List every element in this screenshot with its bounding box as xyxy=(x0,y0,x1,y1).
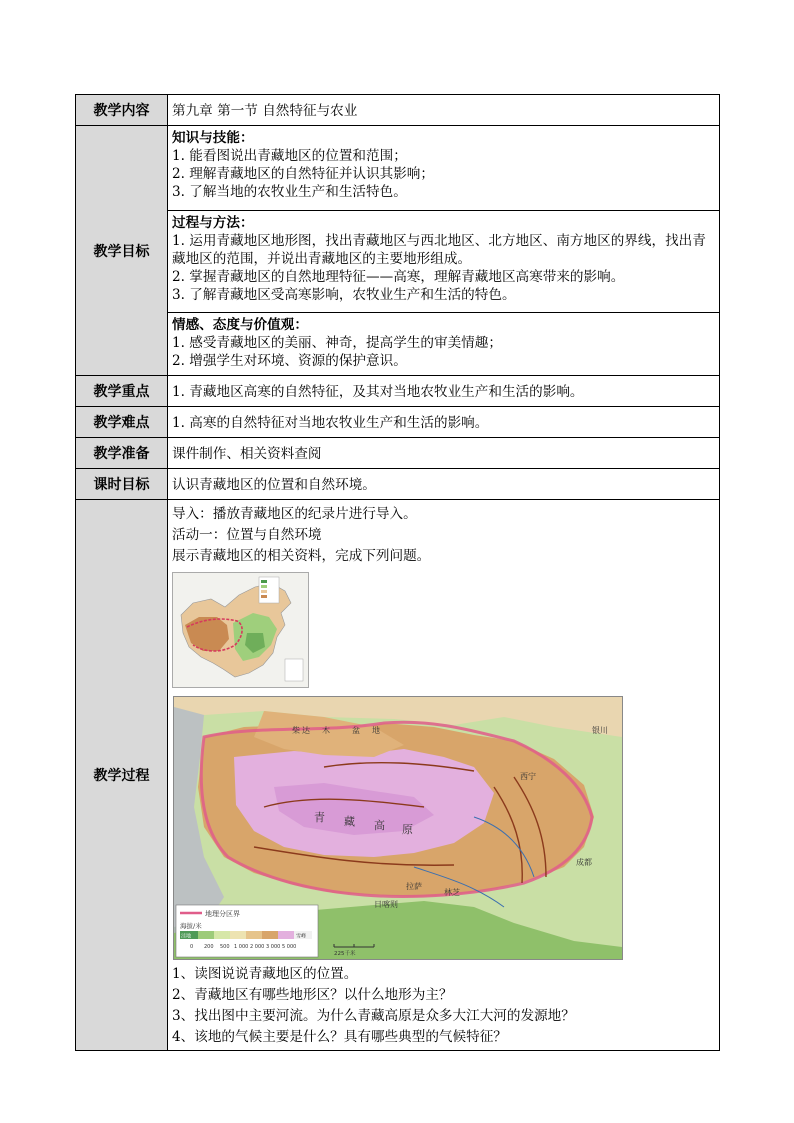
row-goals-emotion xyxy=(76,313,720,376)
map-label: 拉萨 xyxy=(406,882,422,891)
map-label: 银川 xyxy=(592,726,608,735)
map-label: 盆 xyxy=(352,726,360,735)
label-process: 教学过程 xyxy=(76,500,168,1051)
map-label: 原 xyxy=(402,823,413,836)
value-key: 1. 青藏地区高寒的自然特征，及其对当地农牧业生产和生活的影响。 xyxy=(168,376,720,407)
lesson-plan-table xyxy=(75,94,720,1051)
process-instruction: 展示青藏地区的相关资料，完成下列问题。 xyxy=(172,548,431,564)
qinghai-tibet-map xyxy=(173,696,623,960)
row-difficult xyxy=(76,407,720,438)
knowledge-item: 3. 了解当地的农牧业生产和生活特色。 xyxy=(172,184,407,200)
process-heading: 过程与方法： xyxy=(172,215,254,231)
knowledge-item: 1. 能看图说出青藏地区的位置和范围； xyxy=(172,148,407,164)
process-activity: 活动一：位置与自然环境 xyxy=(172,527,322,543)
value-lesson-goal: 认识青藏地区的位置和自然环境。 xyxy=(168,469,720,500)
map-label: 林芝 xyxy=(444,888,460,897)
china-map-graphic xyxy=(173,573,308,687)
process-item: 1. 运用青藏地区地形图，找出青藏地区与西北地区、北方地区、南方地区的界线，找出青藏地区的范围，并说出青藏地区的主要地形组成。 xyxy=(172,233,706,267)
legend-low-label: 洼地 xyxy=(181,933,192,940)
map-label: 达 xyxy=(302,726,310,735)
legend-tick: 5 000 xyxy=(282,944,297,950)
value-content: 第九章 第一节 自然特征与农业 xyxy=(168,95,720,126)
label-goals: 教学目标 xyxy=(76,126,168,376)
map-legend xyxy=(176,905,318,957)
value-difficult: 1. 高寒的自然特征对当地农牧业生产和生活的影响。 xyxy=(168,407,720,438)
map-label: 木 xyxy=(322,726,330,735)
map-scale-label: 225千米 xyxy=(334,951,356,957)
process-item: 3. 了解青藏地区受高寒影响，农牧业生产和生活的特色。 xyxy=(172,287,516,303)
question-item: 4、该地的气候主要是什么？具有哪些典型的气候特征？ xyxy=(172,1029,507,1045)
legend-high-label: 雪峰 xyxy=(296,933,307,940)
row-prep xyxy=(76,438,720,469)
legend-tick: 3 000 xyxy=(266,944,281,950)
row-content xyxy=(76,95,720,126)
emotion-item: 1. 感受青藏地区的美丽、神奇，提高学生的审美情趣； xyxy=(172,335,502,351)
knowledge-heading: 知识与技能： xyxy=(172,130,254,146)
map-label: 青 xyxy=(314,811,325,824)
legend-tick: 2 000 xyxy=(250,944,265,950)
legend-elev-title: 海拔/米 xyxy=(180,922,202,930)
value-prep: 课件制作、相关资料查阅 xyxy=(168,438,720,469)
label-lesson-goal: 课时目标 xyxy=(76,469,168,500)
label-content: 教学内容 xyxy=(76,95,168,126)
legend-tick: 0 xyxy=(190,944,194,950)
process-item: 2. 掌握青藏地区的自然地理特征——高寒，理解青藏地区高寒带来的影响。 xyxy=(172,269,625,285)
label-prep: 教学准备 xyxy=(76,438,168,469)
process-content xyxy=(168,500,720,1051)
goals-process xyxy=(168,211,720,313)
map-label: 成都 xyxy=(576,858,592,867)
map-label: 柴 xyxy=(292,726,300,735)
row-process xyxy=(76,500,720,1051)
process-intro: 导入：播放青藏地区的纪录片进行导入。 xyxy=(172,506,417,522)
label-difficult: 教学难点 xyxy=(76,407,168,438)
emotion-item: 2. 增强学生对环境、资源的保护意识。 xyxy=(172,353,407,369)
legend-tick: 200 xyxy=(204,944,214,950)
row-key xyxy=(76,376,720,407)
label-key: 教学重点 xyxy=(76,376,168,407)
question-item: 2、青藏地区有哪些地形区？以什么地形为主？ xyxy=(172,987,453,1003)
map-label: 藏 xyxy=(344,815,355,828)
qinghai-tibet-map-graphic xyxy=(174,697,622,959)
question-item: 3、找出图中主要河流。为什么青藏高原是众多大江大河的发源地？ xyxy=(172,1008,575,1024)
legend-tick: 1 000 xyxy=(234,944,249,950)
legend-tick: 500 xyxy=(220,944,230,950)
china-map-image xyxy=(172,572,309,688)
map-label: 西宁 xyxy=(520,772,536,781)
row-goals xyxy=(76,126,720,211)
knowledge-item: 2. 理解青藏地区的自然特征并认识其影响； xyxy=(172,166,434,182)
emotion-heading: 情感、态度与价值观： xyxy=(172,317,308,333)
map-label: 高 xyxy=(374,819,385,832)
legend-boundary-label: 地理分区界 xyxy=(205,910,240,918)
goals-knowledge xyxy=(168,126,720,211)
map-label: 地 xyxy=(372,726,380,735)
goals-emotion xyxy=(168,313,720,376)
question-item: 1、读图说说青藏地区的位置。 xyxy=(172,966,358,982)
map-label: 日喀则 xyxy=(374,900,398,909)
row-goals-process xyxy=(76,211,720,313)
row-lesson-goal xyxy=(76,469,720,500)
